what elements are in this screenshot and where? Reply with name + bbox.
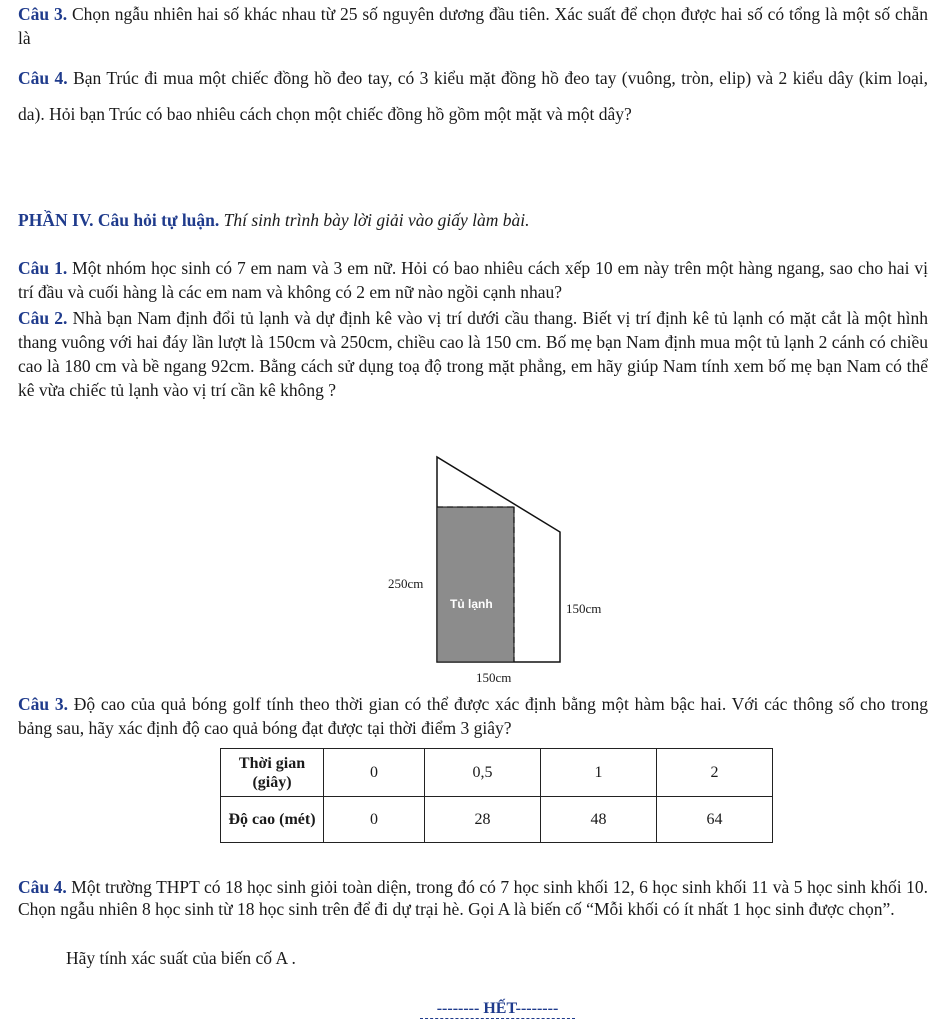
question-4-task: Hãy tính xác suất của biến cố A . [66, 948, 296, 968]
question-4-part4 [18, 876, 928, 920]
table-cell: 28 [425, 797, 541, 843]
table-cell: 48 [541, 797, 657, 843]
end-marker: -------- HẾT-------- [420, 1000, 575, 1019]
label-150cm-bottom: 150cm [476, 670, 512, 685]
part4-heading: PHẦN IV. Câu hỏi tự luận. [18, 210, 220, 230]
question-text: Bạn Trúc đi mua một chiếc đồng hồ đeo tay, có 3 kiểu mặt đồng hồ đeo tay (vuông, tròn, elip) và 2 kiểu dây (kim loại, da). Hỏi bạn Trúc có bao nhiêu cách chọn một chiếc đồng hồ gồm một mặt và một dây? [18, 68, 929, 124]
question-text: Một nhóm học sinh có 7 em nam và 3 em nữ. Hỏi có bao nhiêu cách xếp 10 em này trên một hàng ngang, sao cho hai vị trí đầu và cuối hàng là các em nam và không có 2 em nữ nào ngồi cạnh nhau? [18, 258, 928, 302]
question-label: Câu 3. [18, 694, 68, 714]
question-text: Một trường THPT có 18 học sinh giỏi toàn diện, trong đó có 7 học sinh khối 12, 6 học sinh khối 11 và 5 học sinh khối 10. Chọn ngẫu nhiên 8 học sinh từ 18 học sinh trên để đi dự trại hè. Gọi A là biến cố “Mỗi khối có ít nhất 1 học sinh được chọn”. [18, 877, 929, 919]
label-250cm: 250cm [388, 576, 424, 591]
table-row-header: Độ cao (mét) [221, 797, 324, 843]
table-cell: 2 [657, 749, 773, 797]
table-cell: 64 [657, 797, 773, 843]
question-label: Câu 2. [18, 308, 68, 328]
fridge-rect [437, 507, 514, 662]
question-text: Độ cao của quả bóng golf tính theo thời gian có thể được xác định bằng một hàm bậc hai. Với các thông số cho trong bảng sau, hãy xác định độ cao quả bóng đạt được tại thời điểm 3 giây? [18, 694, 928, 738]
question-label: Câu 1. [18, 258, 68, 278]
label-fridge: Tủ lạnh [450, 597, 493, 611]
question-label: Câu 4. [18, 68, 68, 88]
label-150cm-right: 150cm [566, 601, 602, 616]
question-text: Chọn ngẫu nhiên hai số khác nhau từ 25 số nguyên dương đầu tiên. Xác suất để chọn được hai số có tổng là một số chẵn là [18, 4, 929, 48]
table-row-header: Thời gian (giây) [221, 749, 324, 797]
question-label: Câu 3. [18, 4, 68, 24]
table-cell: 1 [541, 749, 657, 797]
table-cell: 0 [324, 749, 425, 797]
height-time-table [220, 748, 773, 843]
part4-instruction: Thí sinh trình bày lời giải vào giấy làm bài. [223, 210, 530, 230]
question-text: Nhà bạn Nam định đổi tủ lạnh và dự định kê vào vị trí dưới cầu thang. Biết vị trí định kê tủ lạnh có mặt cắt là một hình thang vuông với hai đáy lần lượt là 150cm và 250cm, chiều cao là 150 cm. Bố mẹ bạn Nam định mua một tủ lạnh 2 cánh có chiều cao là 180 cm và bề ngang 92cm. Bằng cách sử dụng toạ độ trong mặt phẳng, em hãy giúp Nam tính xem bố mẹ bạn Nam có thể kê vừa chiếc tủ lạnh vào vị trí cần kê không ? [18, 308, 929, 400]
table-cell: 0,5 [425, 749, 541, 797]
table-row [221, 749, 773, 797]
question-3-part4 [18, 692, 928, 740]
table-row [221, 797, 773, 843]
question-label: Câu 4. [18, 877, 67, 897]
table-cell: 0 [324, 797, 425, 843]
